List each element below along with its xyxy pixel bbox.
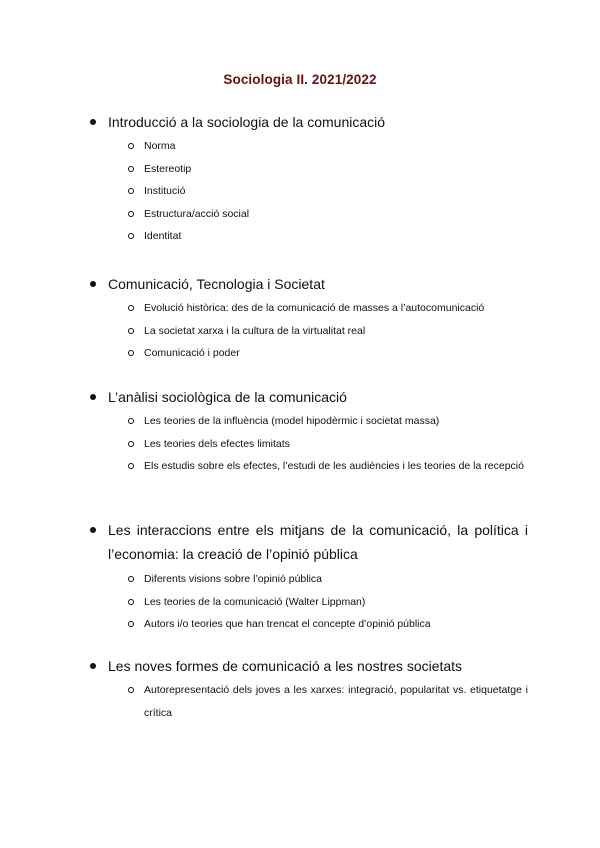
section-heading (90, 111, 528, 133)
circle-bullet-icon (128, 211, 134, 217)
list-item: Els estudis sobre els efectes, l’estudi de les audiències i les teories de la recepció (90, 455, 528, 478)
sub-list (90, 679, 528, 724)
section-heading (90, 518, 528, 566)
sub-list (90, 410, 528, 478)
list-item: Les teories de la comunicació (Walter Lippman) (90, 591, 528, 614)
list-item: Comunicació i poder (90, 342, 528, 365)
section-4 (90, 518, 528, 636)
bullet-icon (90, 663, 96, 669)
list-item: Evolució històrica: des de la comunicació de masses a l’autocomunicació (90, 297, 528, 320)
circle-bullet-icon (128, 305, 134, 311)
circle-bullet-icon (128, 576, 134, 582)
section-label: Les interaccions entre els mitjans de la comunicació, la política i l’economia: la creació de l’opinió pública (108, 522, 528, 562)
circle-bullet-icon (128, 599, 134, 605)
circle-bullet-icon (128, 418, 134, 424)
section-5 (90, 655, 528, 724)
page-title: Sociologia II. 2021/2022 (223, 72, 377, 87)
sub-list (90, 568, 528, 636)
list-item: Identitat (90, 225, 528, 248)
circle-bullet-icon (128, 350, 134, 356)
section-1 (90, 111, 528, 248)
section-label: Introducció a la sociologia de la comunicació (108, 114, 386, 130)
section-label: Comunicació, Tecnologia i Societat (108, 276, 325, 292)
section-heading (90, 273, 528, 295)
list-item: Estructura/acció social (90, 203, 528, 226)
circle-bullet-icon (128, 233, 134, 239)
bullet-icon (90, 527, 96, 533)
list-item: Les teories dels efectes limitats (90, 433, 528, 456)
bullet-icon (90, 281, 96, 287)
list-item: Estereotip (90, 158, 528, 181)
circle-bullet-icon (128, 143, 134, 149)
circle-bullet-icon (128, 328, 134, 334)
circle-bullet-icon (128, 687, 134, 693)
section-2 (90, 273, 528, 365)
section-label: Les noves formes de comunicació a les nostres societats (108, 658, 463, 674)
circle-bullet-icon (128, 463, 134, 469)
section-label: L’anàlisi sociològica de la comunicació (108, 389, 347, 405)
section-3 (90, 386, 528, 478)
section-heading (90, 655, 528, 677)
sub-list (90, 135, 528, 248)
section-heading (90, 386, 528, 408)
circle-bullet-icon (128, 441, 134, 447)
list-item: Autors i/o teories que han trencat el concepte d’opinió pública (90, 613, 528, 636)
circle-bullet-icon (128, 621, 134, 627)
circle-bullet-icon (128, 188, 134, 194)
list-item: Institució (90, 180, 528, 203)
list-item: La societat xarxa i la cultura de la virtualitat real (90, 320, 528, 343)
list-item: Les teories de la influència (model hipodèrmic i societat massa) (90, 410, 528, 433)
bullet-icon (90, 394, 96, 400)
list-item: Autorepresentació dels joves a les xarxes: integració, popularitat vs. etiquetatge i crítica (90, 679, 528, 724)
circle-bullet-icon (128, 166, 134, 172)
list-item: Diferents visions sobre l’opinió pública (90, 568, 528, 591)
list-item: Norma (90, 135, 528, 158)
sub-list (90, 297, 528, 365)
bullet-icon (90, 119, 96, 125)
